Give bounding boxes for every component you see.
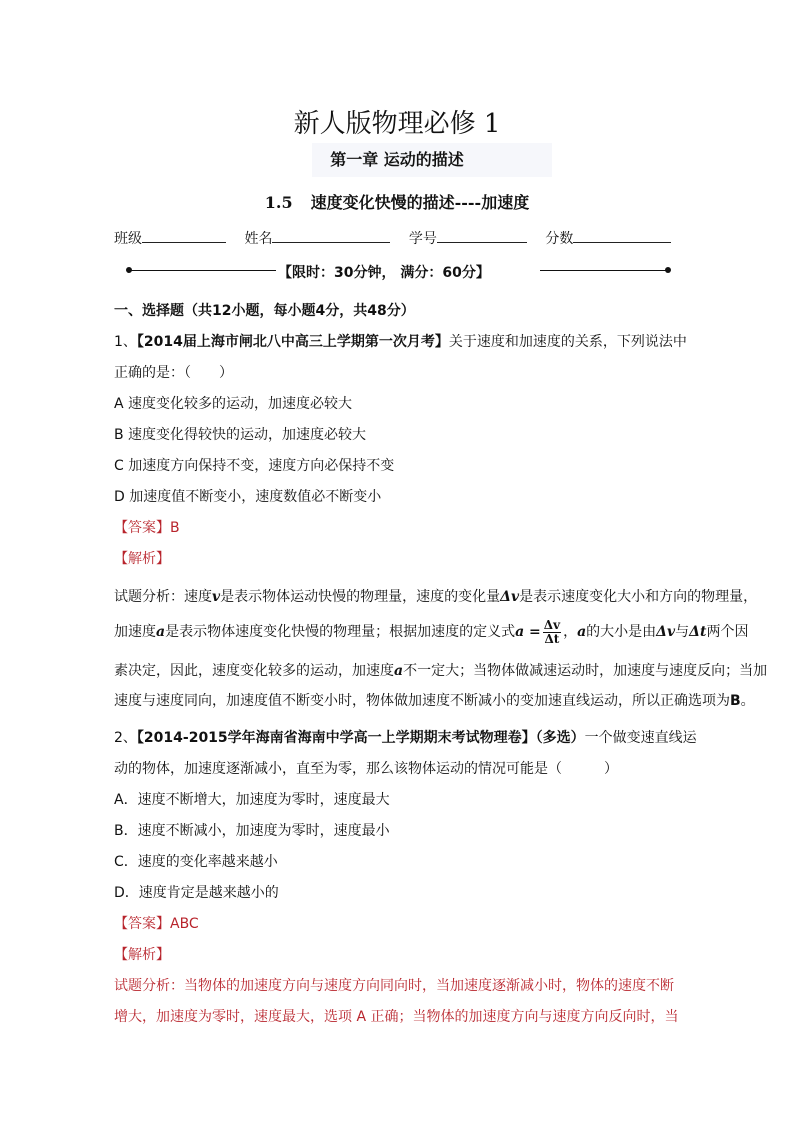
q2-option-c: C．速度的变化率越来越小	[114, 854, 278, 870]
acceleration-formula: $\frac{\Delta v}{\Delta t}$	[543, 617, 561, 646]
q1-analysis-label: 【解析】	[114, 551, 170, 567]
q2-analysis-line1: 试题分析：当物体的加速度方向与速度方向同向时，当加速度逐渐减小时，物体的速度不断	[114, 978, 674, 994]
q2-answer: 【答案】ABC	[114, 916, 199, 932]
class-label: 班级	[114, 231, 142, 247]
q1-source: 【2014届上海市闸北八中高三上学期第一次月考】	[136, 334, 449, 350]
q2-analysis-line2: 增大，加速度为零时，速度最大，选项 A 正确；当物体的加速度方向与速度方向反向时，当	[114, 1009, 679, 1025]
time-limit-text: 【限时：30分钟， 满分：60分】	[278, 265, 490, 281]
q2-analysis-label: 【解析】	[114, 947, 170, 963]
q2-stem-line1: 2、【2014-2015学年海南省海南中学高一上学期期末考试物理卷】（多选）一个做变速直线运	[114, 730, 697, 746]
q1-analysis-line3: 素决定，因此，速度变化较多的运动，加速度a不一定大；当物体做减速运动时，加速度与速度反向；当加	[114, 663, 768, 679]
class-field[interactable]	[114, 228, 226, 248]
right-dot	[665, 267, 671, 273]
name-label: 姓名	[244, 231, 273, 247]
q2-multi: （多选）	[535, 730, 585, 746]
q1-option-d: D 加速度值不断变小，速度数值必不断变小	[114, 489, 382, 505]
section1-heading: 一、选择题（共12小题，每小题4分，共48分）	[114, 303, 415, 319]
q1-analysis-line4: 速度与速度同向，加速度值不断变小时，物体做加速度不断减小的变加速直线运动，所以正确选项为B。	[114, 693, 755, 709]
left-rule	[128, 270, 276, 271]
page-title: 新人版物理必修 1	[293, 109, 501, 139]
score-label: 分数	[545, 231, 574, 247]
score-blank[interactable]	[573, 228, 671, 243]
name-field[interactable]	[244, 228, 390, 248]
q2-option-b: B．速度不断减小，加速度为零时，速度最小	[114, 823, 390, 839]
time-limit-banner	[114, 262, 674, 280]
right-rule	[540, 270, 668, 271]
q2-answer-value: ABC	[170, 916, 199, 932]
q2-stem-line2: 动的物体，加速度逐渐减小，直至为零，那么该物体运动的情况可能是（ ）	[114, 761, 618, 777]
q1-analysis-line2: 加速度a是表示物体速度变化快慢的物理量；根据加速度的定义式a = $\frac{\Delta v}{\Delta t}$ ，a的大小是由Δv与Δt两个因	[114, 617, 749, 646]
q1-stem-line1: 1、【2014届上海市闸北八中高三上学期第一次月考】关于速度和加速度的关系，下列说法中	[114, 334, 687, 350]
id-blank[interactable]	[437, 228, 527, 243]
score-field[interactable]	[545, 228, 671, 248]
q1-option-c: C 加速度方向保持不变，速度方向必保持不变	[114, 458, 395, 474]
q1-stem-line2: 正确的是：（ ）	[114, 365, 233, 381]
name-blank[interactable]	[272, 228, 390, 243]
section-title	[0, 190, 794, 213]
chapter-title: 第一章 运动的描述	[330, 150, 464, 169]
q2-source: 【2014-2015学年海南省海南中学高一上学期期末考试物理卷】	[136, 730, 536, 746]
section-number: 1.5	[264, 193, 293, 212]
q1-option-a: A 速度变化较多的运动，加速度必较大	[114, 396, 353, 412]
q1-answer-value: B	[170, 520, 180, 536]
q1-analysis-line1: 试题分析：速度v是表示物体运动快慢的物理量，速度的变化量Δv是表示速度变化大小和方向的物理量，	[114, 589, 758, 605]
id-field[interactable]	[409, 228, 527, 248]
section-name: 速度变化快慢的描述----加速度	[310, 193, 530, 212]
q2-option-a: A．速度不断增大，加速度为零时，速度最大	[114, 792, 390, 808]
student-info-fields	[114, 228, 681, 248]
id-label: 学号	[408, 231, 437, 247]
q1-answer: 【答案】B	[114, 520, 180, 536]
q1-option-b: B 速度变化得较快的运动，加速度必较大	[114, 427, 367, 443]
class-blank[interactable]	[142, 228, 226, 243]
q2-option-d: D．速度肯定是越来越小的	[114, 885, 279, 901]
